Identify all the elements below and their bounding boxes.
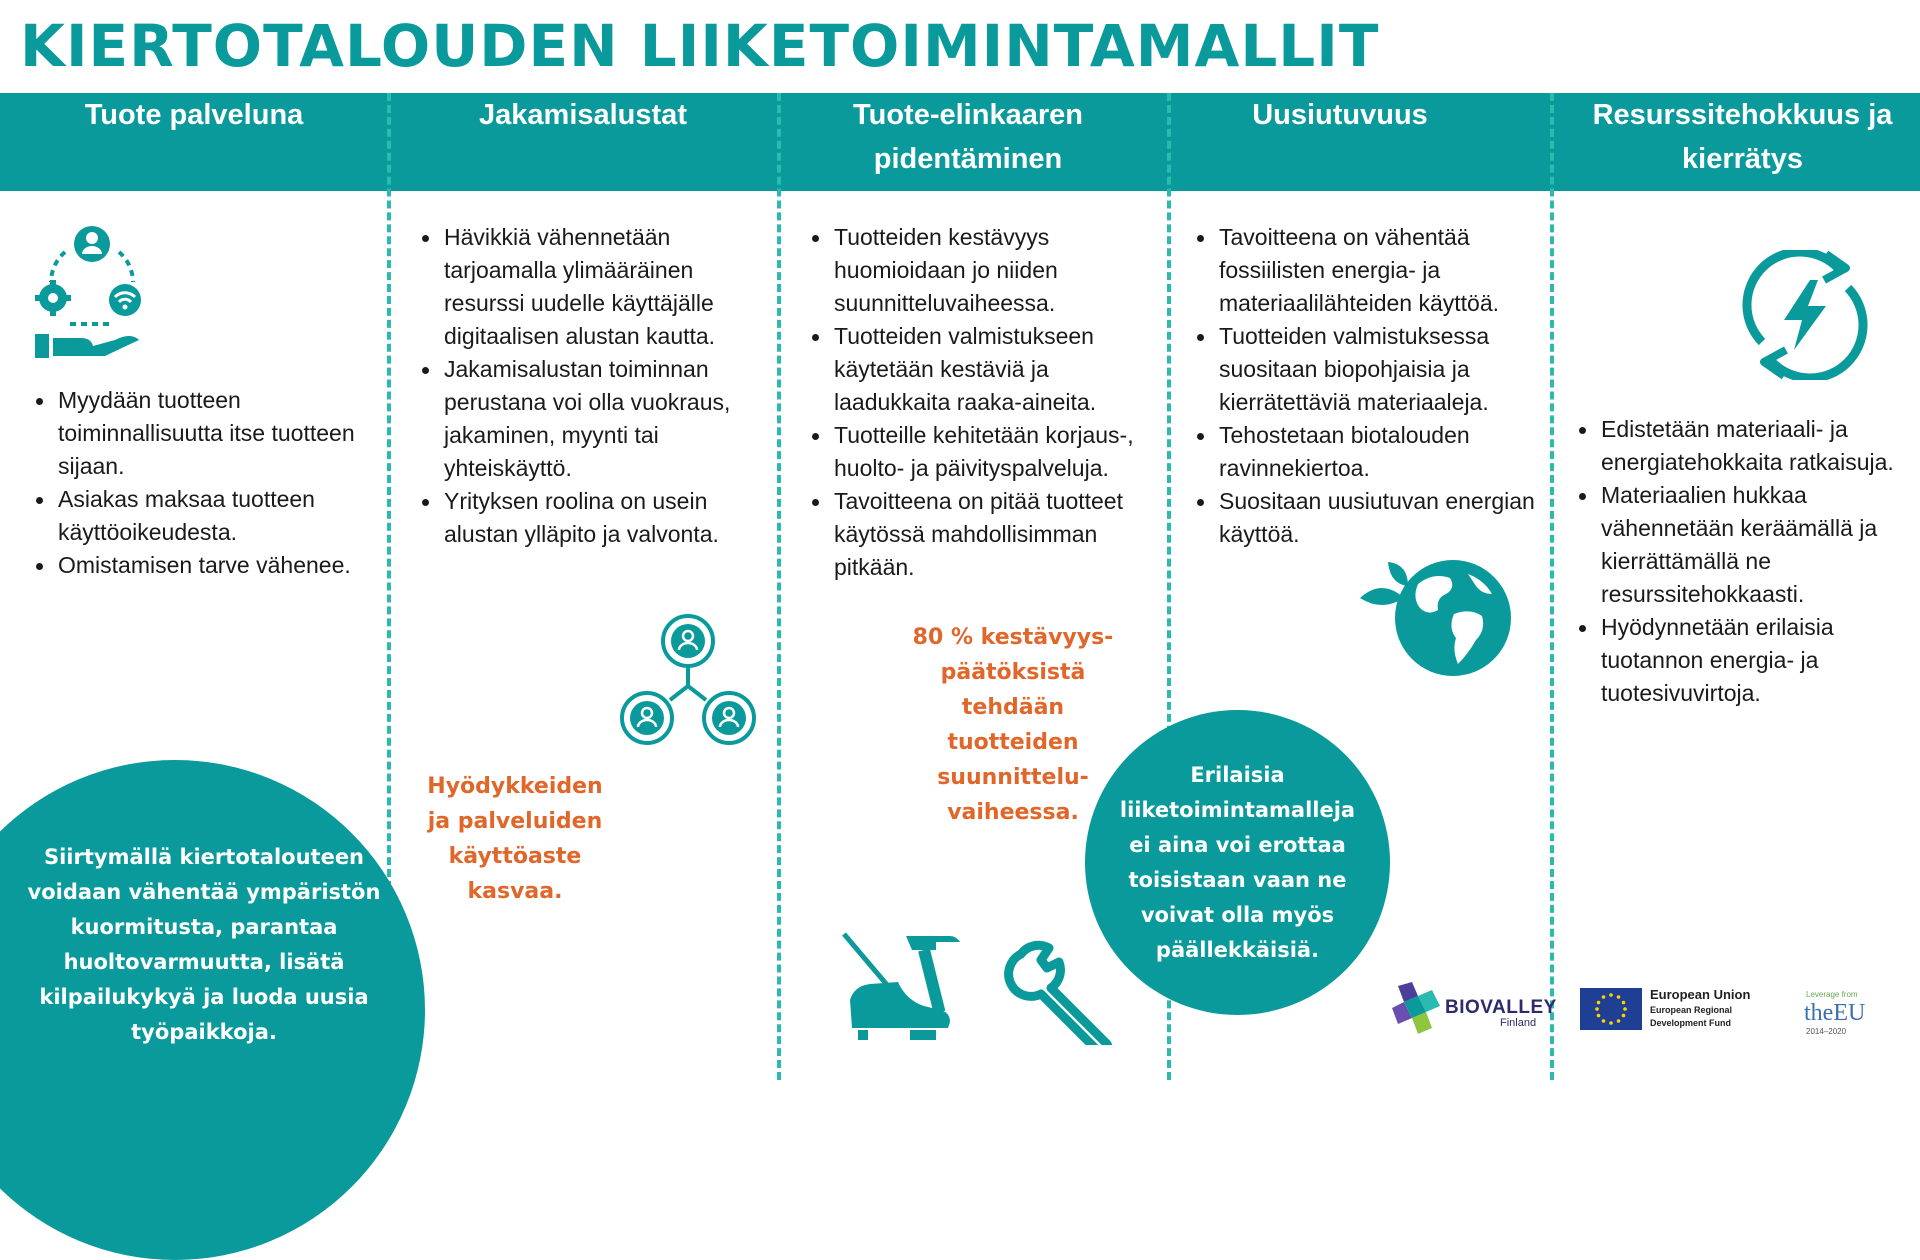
network-users-icon [620, 614, 756, 748]
list-item: Tuotteille kehitetään korjaus-, huolto- ja päivityspalveluja. [808, 419, 1158, 485]
eu-flag-icon [1580, 988, 1642, 1030]
column-heading-3: Tuote-elinkaaren pidentäminen [853, 99, 1083, 175]
biovalley-logo-icon [1388, 980, 1444, 1036]
service-hand-icon [35, 222, 145, 360]
list-item: Tavoitteena on vähentää fossiilisten energia- ja materiaalilähteiden käyttöä. [1193, 221, 1543, 320]
column-divider [1550, 93, 1554, 1080]
summary-text: Siirtymällä kiertotalouteen voidaan vähentää ympäristön kuormitusta, parantaa huoltovarmuutta, lisätä kilpailukykyä ja luoda uusia työpaikkoja. [27, 845, 381, 1044]
note-text: Erilaisia liiketoimintamalleja ei aina voi erottaa toisistaan vaan ne voivat olla myös päällekkäisiä. [1119, 762, 1356, 962]
list-item: Yrityksen roolina on usein alustan ylläpito ja valvonta. [418, 485, 768, 551]
list-item: Omistamisen tarve vähenee. [32, 549, 377, 582]
eu-logo-line1: European Regional [1650, 1005, 1733, 1015]
biovalley-logo-text: BIOVALLEY [1445, 997, 1557, 1018]
summary-circle [0, 760, 425, 1260]
eu-logo-title: European Union [1650, 987, 1751, 1002]
biovalley-logo-sub: Finland [1500, 1017, 1537, 1029]
list-item: Tuotteiden valmistuksessa suositaan biopohjaisia ja kierrätettäviä materiaaleja. [1193, 320, 1543, 419]
list-item: Hävikkiä vähennetään tarjoamalla ylimääräinen resurssi uudelle käyttäjälle digitaalisen alustan kautta. [418, 221, 768, 353]
bullet-list-1 [32, 384, 377, 582]
bullet-list-4 [1193, 221, 1543, 551]
highlight-text-2: Hyödykkeiden ja palveluiden käyttöaste kasvaa. [427, 774, 603, 904]
list-item: Tavoitteena on pitää tuotteet käytössä mahdollisimman pitkään. [808, 485, 1158, 584]
bullet-list-5 [1575, 413, 1915, 710]
leverage-logo-years: 2014–2020 [1806, 1027, 1847, 1036]
shoe-repair-icon [840, 930, 1120, 1045]
note-circle [1085, 710, 1390, 1015]
list-item: Tuotteiden kestävyys huomioidaan jo niiden suunnitteluvaiheessa. [808, 221, 1158, 320]
list-item: Asiakas maksaa tuotteen käyttöoikeudesta. [32, 483, 377, 549]
recycle-energy-icon [1740, 250, 1870, 380]
eu-logo-line2: Development Fund [1650, 1018, 1732, 1028]
list-item: Materiaalien hukkaa vähennetään keräämällä ja kierrättämällä ne resurssitehokkaasti. [1575, 479, 1915, 611]
list-item: Hyödynnetään erilaisia tuotannon energia- ja tuotesivuvirtoja. [1575, 611, 1915, 710]
list-item: Suositaan uusiutuvan energian käyttöä. [1193, 485, 1543, 551]
globe-leaf-icon [1358, 554, 1514, 678]
column-heading-4: Uusiutuvuus [1252, 99, 1428, 131]
list-item: Tuotteiden valmistukseen käytetään kestäviä ja laadukkaita raaka-aineita. [808, 320, 1158, 419]
column-heading-1: Tuote palveluna [84, 99, 304, 131]
leverage-logo-text: theEU [1804, 1000, 1866, 1026]
bullet-list-2 [418, 221, 768, 551]
column-divider [777, 93, 781, 1080]
highlight-text-3: 80 % kestävyys-päätöksistä tehdään tuotteiden suunnittelu-vaiheessa. [912, 625, 1114, 825]
list-item: Myydään tuotteen toiminnallisuutta itse tuotteen sijaan. [32, 384, 377, 483]
column-heading-5: Resurssitehokkuus ja kierrätys [1592, 99, 1893, 175]
leverage-logo-caption: Leverage from [1806, 990, 1858, 999]
list-item: Edistetään materiaali- ja energiatehokkaita ratkaisuja. [1575, 413, 1915, 479]
bullet-list-3 [808, 221, 1158, 584]
list-item: Jakamisalustan toiminnan perustana voi olla vuokraus, jakaminen, myynti tai yhteiskäyttö. [418, 353, 768, 485]
page-title: KIERTOTALOUDEN LIIKETOIMINTAMALLIT [20, 12, 1380, 80]
list-item: Tehostetaan biotalouden ravinnekiertoa. [1193, 419, 1543, 485]
column-heading-2: Jakamisalustat [479, 99, 687, 131]
